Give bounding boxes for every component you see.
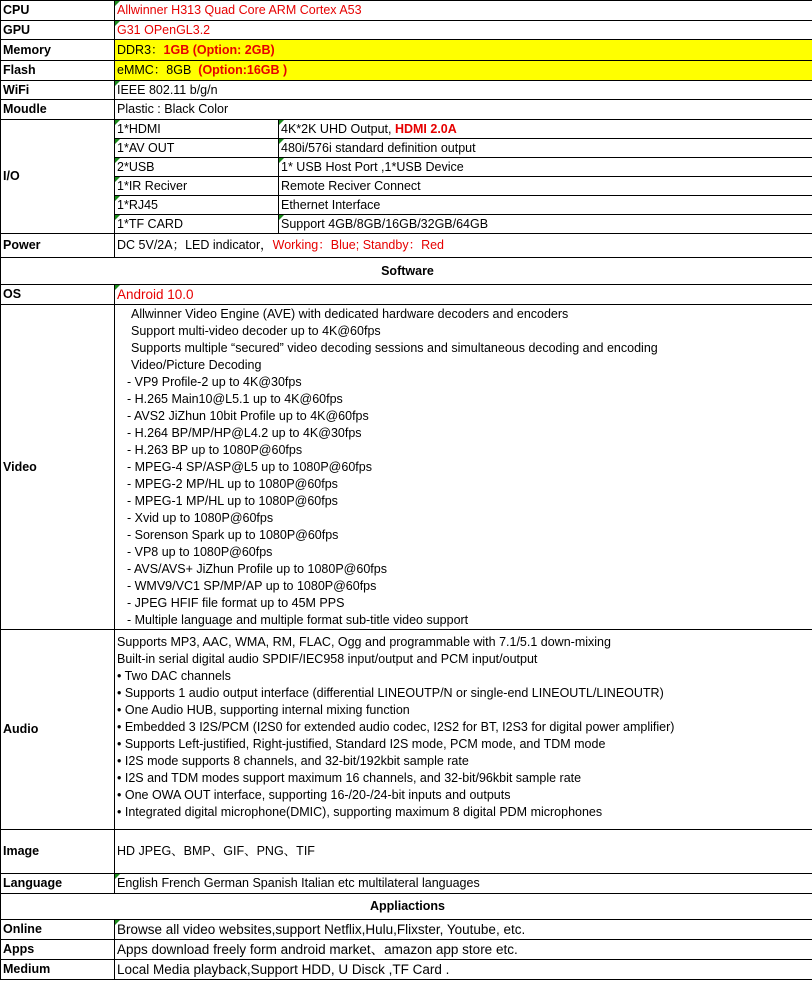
io-port: 1*TF CARD	[115, 215, 279, 234]
video-line: - WMV9/VC1 SP/MP/AP up to 1080P@60fps	[127, 579, 377, 593]
row-cpu	[1, 1, 812, 21]
cpu-value: Allwinner H313 Quad Core ARM Cortex A53	[115, 1, 812, 21]
power-value: DC 5V/2A；LED indicator，	[117, 238, 273, 252]
video-line: - AVS/AVS+ JiZhun Profile up to 1080P@60fps	[127, 562, 387, 576]
video-line: - Multiple language and multiple format sub-title video support	[127, 613, 469, 627]
audio-line: • One OWA OUT interface, supporting 16-/20-/24-bit inputs and outputs	[117, 788, 511, 802]
video-line: - H.264 BP/MP/HP@L4.2 up to 4K@30fps	[127, 426, 362, 440]
audio-label: Audio	[1, 630, 115, 830]
video-label: Video	[1, 305, 115, 630]
row-power	[1, 234, 812, 258]
flash-type: eMMC：8GB	[117, 63, 192, 77]
io-table	[115, 120, 812, 234]
io-port: 1*AV OUT	[115, 139, 279, 158]
audio-line: • I2S mode supports 8 channels, and 32-bit/192kbit sample rate	[117, 754, 469, 768]
online-label: Online	[1, 920, 115, 940]
flash-value-cell	[115, 61, 812, 81]
video-line: - H.265 Main10@L5.1 up to 4K@60fps	[127, 392, 343, 406]
video-line: Supports multiple “secured” video decoding sessions and simultaneous decoding and encoding	[131, 341, 658, 355]
io-cell	[115, 120, 812, 234]
software-heading: Software	[1, 258, 812, 285]
io-port: 1*RJ45	[115, 196, 279, 215]
row-apps	[1, 940, 812, 960]
io-row	[115, 120, 812, 139]
io-row	[115, 177, 812, 196]
row-moudle	[1, 100, 812, 120]
audio-line: • Supports Left-justified, Right-justified, Standard I2S mode, PCM mode, and TDM mode	[117, 737, 606, 751]
row-software-heading	[1, 258, 812, 285]
video-line: - MPEG-2 MP/HL up to 1080P@60fps	[127, 477, 338, 491]
medium-value: Local Media playback,Support HDD, U Disck ,TF Card .	[115, 960, 812, 980]
image-value: HD JPEG、BMP、GIF、PNG、TIF	[115, 830, 812, 874]
video-line: - VP8 up to 1080P@60fps	[127, 545, 273, 559]
io-desc	[279, 120, 812, 139]
io-desc: 1* USB Host Port ,1*USB Device	[279, 158, 812, 177]
io-desc: Support 4GB/8GB/16GB/32GB/64GB	[279, 215, 812, 234]
language-label: Language	[1, 874, 115, 894]
io-desc: Ethernet Interface	[279, 196, 812, 215]
audio-line: • One Audio HUB, supporting internal mixing function	[117, 703, 410, 717]
medium-label: Medium	[1, 960, 115, 980]
os-label: OS	[1, 285, 115, 305]
io-row	[115, 196, 812, 215]
video-line: - AVS2 JiZhun 10bit Profile up to 4K@60fps	[127, 409, 369, 423]
online-value: Browse all video websites,support Netflix,Hulu,Flixster, Youtube, etc.	[115, 920, 812, 940]
apps-label: Apps	[1, 940, 115, 960]
power-label: Power	[1, 234, 115, 258]
gpu-value: G31 OPenGL3.2	[115, 21, 812, 40]
wifi-label: WiFi	[1, 81, 115, 100]
row-memory	[1, 40, 812, 61]
io-desc-text: 4K*2K UHD Output,	[281, 121, 395, 136]
io-desc-highlight: HDMI 2.0A	[394, 121, 457, 136]
audio-line: • Supports 1 audio output interface (differential LINEOUTP/N or single-end LINEOUTL/LINEOUTR)	[117, 686, 664, 700]
audio-line: Supports MP3, AAC, WMA, RM, FLAC, Ogg and programmable with 7.1/5.1 down-mixing	[117, 635, 611, 649]
row-video	[1, 305, 812, 630]
video-list	[115, 305, 812, 630]
io-port: 2*USB	[115, 158, 279, 177]
video-line: Allwinner Video Engine (AVE) with dedicated hardware decoders and encoders	[131, 307, 569, 321]
memory-type: DDR3：	[117, 42, 164, 57]
row-flash	[1, 61, 812, 81]
row-image	[1, 830, 812, 874]
audio-line: • Embedded 3 I2S/PCM (I2S0 for extended audio codec, I2S2 for BT, I2S3 for digital power amplifier)	[117, 720, 675, 734]
io-desc: 480i/576i standard definition output	[279, 139, 812, 158]
io-row	[115, 139, 812, 158]
memory-label: Memory	[1, 40, 115, 61]
io-row	[115, 215, 812, 234]
io-row	[115, 158, 812, 177]
io-port: 1*HDMI	[115, 120, 279, 139]
power-value-cell	[115, 234, 812, 258]
video-line: - Xvid up to 1080P@60fps	[127, 511, 274, 525]
audio-line: • Integrated digital microphone(DMIC), supporting maximum 8 digital PDM microphones	[117, 805, 603, 819]
video-line: - H.263 BP up to 1080P@60fps	[127, 443, 303, 457]
row-language	[1, 874, 812, 894]
row-wifi	[1, 81, 812, 100]
language-value: English French German Spanish Italian etc multilateral languages	[115, 874, 812, 894]
io-desc: Remote Reciver Connect	[279, 177, 812, 196]
audio-list	[115, 630, 812, 830]
cpu-label: CPU	[1, 1, 115, 21]
video-line: Video/Picture Decoding	[131, 358, 262, 372]
flash-label: Flash	[1, 61, 115, 81]
row-online	[1, 920, 812, 940]
audio-line: • I2S and TDM modes support maximum 16 channels, and 32-bit/96kbit sample rate	[117, 771, 582, 785]
os-value: Android 10.0	[115, 285, 812, 305]
applications-heading: Appliactions	[1, 894, 812, 920]
row-gpu	[1, 21, 812, 40]
audio-line: • Two DAC channels	[117, 669, 231, 683]
row-audio	[1, 630, 812, 830]
memory-value-cell	[115, 40, 812, 61]
row-medium	[1, 960, 812, 980]
wifi-value: IEEE 802.11 b/g/n	[115, 81, 812, 100]
row-applications-heading	[1, 894, 812, 920]
power-led-status: Working：Blue; Standby：Red	[272, 238, 445, 252]
moudle-value: Plastic : Black Color	[115, 100, 812, 120]
video-line: - JPEG HFIF file format up to 45M PPS	[127, 596, 345, 610]
row-os	[1, 285, 812, 305]
video-line: - VP9 Profile-2 up to 4K@30fps	[127, 375, 302, 389]
io-label: I/O	[1, 120, 115, 234]
video-line: - Sorenson Spark up to 1080P@60fps	[127, 528, 339, 542]
video-line: Support multi-video decoder up to 4K@60fps	[131, 324, 381, 338]
memory-capacity: 1GB (Option: 2GB)	[163, 42, 275, 57]
flash-option: (Option:16GB )	[198, 63, 288, 77]
image-label: Image	[1, 830, 115, 874]
io-port: 1*IR Reciver	[115, 177, 279, 196]
video-line: - MPEG-1 MP/HL up to 1080P@60fps	[127, 494, 338, 508]
moudle-label: Moudle	[1, 100, 115, 120]
video-line: - MPEG-4 SP/ASP@L5 up to 1080P@60fps	[127, 460, 372, 474]
apps-value: Apps download freely form android market、amazon app store etc.	[115, 940, 812, 960]
gpu-label: GPU	[1, 21, 115, 40]
row-io	[1, 120, 812, 234]
audio-line: Built-in serial digital audio SPDIF/IEC958 input/output and PCM input/output	[117, 652, 538, 666]
